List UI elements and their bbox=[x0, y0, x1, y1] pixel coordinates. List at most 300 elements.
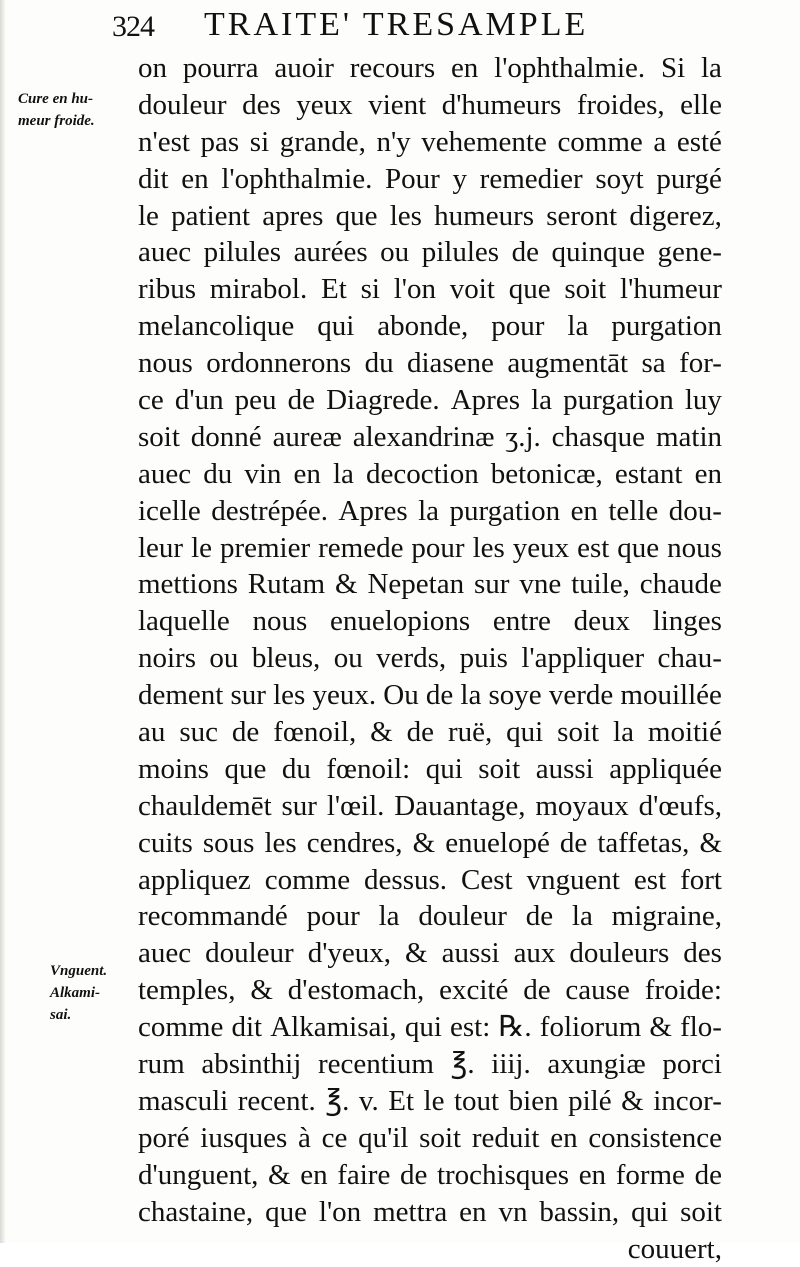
word: digerez, bbox=[629, 198, 722, 235]
word: pilules bbox=[204, 234, 281, 271]
word: soit bbox=[419, 1120, 461, 1157]
text-line bbox=[138, 345, 722, 382]
text-line bbox=[138, 382, 722, 419]
word: v. bbox=[359, 1083, 379, 1120]
text-line bbox=[138, 530, 722, 567]
word: de bbox=[407, 714, 434, 751]
word: augmentāt bbox=[507, 345, 628, 382]
word: noirs bbox=[138, 640, 196, 677]
word: aurées bbox=[294, 234, 368, 271]
word: vn bbox=[498, 1194, 527, 1231]
word: la bbox=[531, 382, 552, 419]
text-line bbox=[138, 308, 722, 345]
word: de bbox=[400, 1157, 427, 1194]
word: de bbox=[560, 825, 587, 862]
page-header bbox=[112, 6, 712, 46]
word: est bbox=[634, 862, 666, 899]
word: qu'il bbox=[358, 1120, 408, 1157]
word: leur bbox=[138, 530, 183, 567]
word: puis bbox=[460, 640, 508, 677]
word: diasene bbox=[407, 345, 494, 382]
word: vehemente bbox=[421, 124, 547, 161]
text-line bbox=[138, 161, 722, 198]
word: si bbox=[361, 271, 380, 308]
word: la bbox=[613, 714, 634, 751]
word: matin bbox=[656, 419, 722, 456]
word: Et bbox=[388, 1083, 414, 1120]
word: enuelopions bbox=[330, 603, 470, 640]
word: comme bbox=[557, 124, 642, 161]
text-line bbox=[138, 271, 722, 308]
word: gene- bbox=[658, 234, 722, 271]
word: du bbox=[203, 456, 232, 493]
word: que bbox=[509, 271, 551, 308]
text-line bbox=[138, 124, 722, 161]
word: ℥. bbox=[325, 1083, 349, 1120]
word: foliorum bbox=[540, 1009, 642, 1046]
word: melancolique bbox=[138, 308, 294, 345]
word: faire bbox=[337, 1157, 390, 1194]
word: migraine, bbox=[612, 898, 722, 935]
word: chastaine, bbox=[138, 1194, 253, 1231]
word: comme bbox=[265, 862, 350, 899]
word: Ou bbox=[383, 677, 418, 714]
word: moitié bbox=[648, 714, 722, 751]
word: de bbox=[695, 1157, 722, 1194]
word: flo- bbox=[680, 1009, 722, 1046]
word: Apres bbox=[451, 382, 520, 419]
word: soit bbox=[478, 751, 520, 788]
text-line bbox=[138, 456, 722, 493]
word: soit bbox=[557, 714, 599, 751]
word: apres bbox=[262, 198, 323, 235]
word: la bbox=[379, 898, 400, 935]
word: Cest bbox=[461, 862, 513, 899]
word: & bbox=[250, 972, 273, 1009]
word: recours bbox=[350, 50, 435, 87]
word: la bbox=[418, 493, 439, 530]
word: nous bbox=[253, 603, 308, 640]
word: remedier bbox=[480, 161, 583, 198]
word: pilé bbox=[568, 1083, 612, 1120]
word: l'appliquer bbox=[521, 640, 644, 677]
text-line bbox=[138, 972, 722, 1009]
word: l'ophthalmie. bbox=[494, 50, 645, 87]
word: yeux bbox=[296, 87, 352, 124]
word: d'humeurs bbox=[442, 87, 562, 124]
word: appliquée bbox=[609, 751, 722, 788]
word: en bbox=[550, 1120, 577, 1157]
word: douleur bbox=[205, 935, 294, 972]
word: est: bbox=[450, 1009, 490, 1046]
word: taffetas, bbox=[597, 825, 689, 862]
text-line bbox=[138, 234, 722, 271]
word: d'un bbox=[175, 382, 224, 419]
word: qui bbox=[405, 1009, 442, 1046]
word: destrépée. bbox=[211, 493, 328, 530]
text-line bbox=[138, 714, 722, 751]
marginal-note-line: Vnguent. bbox=[50, 960, 130, 982]
word: sa bbox=[642, 345, 666, 382]
word: poré bbox=[138, 1120, 190, 1157]
word: fœnoil: bbox=[326, 751, 410, 788]
text-line bbox=[138, 1194, 722, 1231]
word: donné bbox=[191, 419, 262, 456]
word: esté bbox=[677, 124, 722, 161]
word: & bbox=[370, 714, 393, 751]
word: de bbox=[523, 972, 550, 1009]
word: le bbox=[191, 530, 212, 567]
word: des bbox=[683, 935, 722, 972]
word: tout bbox=[454, 1083, 499, 1120]
word: mirabol. bbox=[210, 271, 307, 308]
word: suc bbox=[179, 714, 218, 751]
word: vne bbox=[519, 566, 561, 603]
word: en bbox=[181, 161, 208, 198]
word: la bbox=[333, 456, 354, 493]
word: reduit bbox=[472, 1120, 540, 1157]
word: auec bbox=[138, 234, 191, 271]
word: l'humeur bbox=[620, 271, 722, 308]
word: verde bbox=[549, 677, 613, 714]
text-line bbox=[138, 788, 722, 825]
word: n'y bbox=[376, 124, 410, 161]
page-number: 324 bbox=[112, 10, 154, 44]
word: froides, bbox=[577, 87, 665, 124]
word: seront bbox=[546, 198, 617, 235]
text-line bbox=[138, 87, 722, 124]
word: forme bbox=[616, 1157, 685, 1194]
word: la bbox=[701, 50, 722, 87]
word: & bbox=[413, 825, 436, 862]
word: soit bbox=[138, 419, 180, 456]
word: en bbox=[293, 456, 320, 493]
word: à bbox=[298, 1120, 311, 1157]
word: abonde, bbox=[377, 308, 468, 345]
word: for- bbox=[679, 345, 722, 382]
word: chau- bbox=[658, 640, 722, 677]
word: fœnoil, bbox=[273, 714, 356, 751]
word: moyaux bbox=[535, 788, 628, 825]
word: Nepetan bbox=[367, 566, 464, 603]
text-line bbox=[138, 566, 722, 603]
text-line bbox=[138, 677, 722, 714]
running-title: TRAITE' TRESAMPLE bbox=[204, 6, 588, 44]
word: incor- bbox=[653, 1083, 722, 1120]
word: purgé bbox=[656, 161, 722, 198]
word: enuelopé bbox=[445, 825, 550, 862]
word: recentium bbox=[318, 1046, 434, 1083]
word: recent. bbox=[238, 1083, 316, 1120]
word: de bbox=[288, 382, 315, 419]
word: grande, bbox=[280, 124, 366, 161]
word: humeurs bbox=[434, 198, 534, 235]
word: vient bbox=[368, 87, 426, 124]
word: du bbox=[282, 751, 311, 788]
word: bien bbox=[509, 1083, 559, 1120]
word: douleur bbox=[418, 898, 507, 935]
word: vnguent bbox=[527, 862, 620, 899]
word: axungiæ bbox=[547, 1046, 645, 1083]
word: voit bbox=[450, 271, 495, 308]
word: qui bbox=[506, 714, 543, 751]
word: patient bbox=[171, 198, 250, 235]
word: de bbox=[426, 677, 453, 714]
text-line bbox=[138, 640, 722, 677]
word: luy bbox=[685, 382, 722, 419]
word: sur bbox=[282, 788, 317, 825]
word: mettions bbox=[138, 566, 238, 603]
word: l'on bbox=[394, 271, 436, 308]
word: laquelle bbox=[138, 603, 230, 640]
word: que bbox=[224, 751, 266, 788]
word: & bbox=[405, 935, 428, 972]
word: mettra bbox=[373, 1194, 447, 1231]
word: dessus. bbox=[364, 862, 447, 899]
word: nous bbox=[667, 530, 722, 567]
word: douleurs bbox=[569, 935, 669, 972]
word: auec bbox=[138, 456, 191, 493]
word: consistence bbox=[588, 1120, 722, 1157]
word: Rutam bbox=[248, 566, 325, 603]
word: & bbox=[268, 1157, 291, 1194]
word: soye bbox=[489, 677, 542, 714]
text-line bbox=[138, 1120, 722, 1157]
word: nous bbox=[138, 345, 193, 382]
word: Dauantage, bbox=[394, 788, 525, 825]
text-line bbox=[138, 198, 722, 235]
marginal-note-line: Cure en hu- bbox=[18, 88, 130, 110]
word: est bbox=[577, 530, 609, 567]
word: du bbox=[365, 345, 394, 382]
word: Apres bbox=[338, 493, 407, 530]
page-edge-shadow bbox=[0, 0, 6, 1243]
word: premier bbox=[220, 530, 310, 567]
marginal-note-line: meur froide. bbox=[18, 110, 130, 132]
word: ce bbox=[322, 1120, 348, 1157]
word: comme bbox=[138, 1009, 223, 1046]
word: on bbox=[138, 50, 167, 87]
text-line: couuert, bbox=[138, 1231, 722, 1267]
word: cuits bbox=[138, 825, 193, 862]
word: de bbox=[526, 898, 553, 935]
word: de bbox=[512, 234, 539, 271]
word: cause bbox=[565, 972, 629, 1009]
word: les bbox=[264, 825, 296, 862]
word: froide: bbox=[645, 972, 722, 1009]
word: entre bbox=[493, 603, 551, 640]
word: aureæ bbox=[273, 419, 342, 456]
word: iiij. bbox=[491, 1046, 530, 1083]
word: purgation bbox=[563, 382, 674, 419]
marginal-note-cure bbox=[18, 88, 130, 132]
text-line bbox=[138, 935, 722, 972]
text-line bbox=[138, 751, 722, 788]
word: chaude bbox=[640, 566, 722, 603]
word: pas bbox=[201, 124, 240, 161]
word: au bbox=[138, 714, 165, 751]
word: trochisques bbox=[437, 1157, 569, 1194]
text-line bbox=[138, 825, 722, 862]
word: remede bbox=[318, 530, 403, 567]
word: Si bbox=[661, 50, 685, 87]
word: mouillée bbox=[620, 677, 721, 714]
word: ordonnerons bbox=[206, 345, 351, 382]
word: elle bbox=[680, 87, 722, 124]
word: d'œufs, bbox=[639, 788, 722, 825]
word: douleur bbox=[138, 87, 227, 124]
word: & bbox=[335, 566, 358, 603]
text-line bbox=[138, 493, 722, 530]
text-line bbox=[138, 862, 722, 899]
word: Et bbox=[321, 271, 347, 308]
word: dou- bbox=[669, 493, 722, 530]
marginal-note-line: Alkami- bbox=[50, 982, 130, 1004]
word: soit bbox=[680, 1194, 722, 1231]
word: qui bbox=[426, 751, 463, 788]
word: si bbox=[250, 124, 269, 161]
word: telle bbox=[608, 493, 658, 530]
word: en bbox=[571, 493, 598, 530]
word: deux bbox=[574, 603, 630, 640]
word: qui bbox=[631, 1194, 668, 1231]
word: n'est bbox=[138, 124, 190, 161]
word: moins bbox=[138, 751, 209, 788]
marginal-note-line: sai. bbox=[50, 1004, 130, 1026]
word: que bbox=[336, 198, 378, 235]
word: ʒ.j. bbox=[505, 419, 540, 456]
word: d'yeux, bbox=[308, 935, 391, 972]
word: tuile, bbox=[571, 566, 630, 603]
word: verds, bbox=[376, 640, 446, 677]
word: rum bbox=[138, 1046, 185, 1083]
word: pour bbox=[411, 530, 464, 567]
word: les bbox=[390, 198, 422, 235]
word: en bbox=[459, 1194, 486, 1231]
word: des bbox=[242, 87, 281, 124]
text-line bbox=[138, 898, 722, 935]
word: dit bbox=[138, 161, 169, 198]
word: cendres, bbox=[307, 825, 403, 862]
word: la bbox=[460, 677, 481, 714]
word: a bbox=[653, 124, 666, 161]
word: porci bbox=[662, 1046, 722, 1083]
word: vin bbox=[244, 456, 281, 493]
word: ce bbox=[138, 382, 164, 419]
word: appliquez bbox=[138, 862, 251, 899]
word: excité bbox=[439, 972, 508, 1009]
word: dit bbox=[231, 1009, 262, 1046]
text-line bbox=[138, 1157, 722, 1194]
word: que bbox=[265, 1194, 307, 1231]
word: qui bbox=[317, 308, 354, 345]
word: que bbox=[617, 530, 659, 567]
word: soit bbox=[564, 271, 606, 308]
word: & bbox=[699, 825, 722, 862]
word: ℥. bbox=[451, 1046, 475, 1083]
word: Alkamisai, bbox=[270, 1009, 396, 1046]
word: en bbox=[451, 50, 478, 87]
word: fort bbox=[680, 862, 722, 899]
word: yeux. bbox=[313, 677, 377, 714]
word: & bbox=[621, 1083, 644, 1120]
word: l'ophthalmie. bbox=[221, 161, 372, 198]
word: chasque bbox=[552, 419, 645, 456]
word: peu bbox=[235, 382, 277, 419]
word: sur bbox=[231, 677, 266, 714]
word: sous bbox=[203, 825, 255, 862]
word: Diagrede. bbox=[326, 382, 440, 419]
word: y bbox=[453, 161, 468, 198]
word: absinthij bbox=[201, 1046, 301, 1083]
word: en bbox=[695, 456, 722, 493]
word: temples, bbox=[138, 972, 235, 1009]
word: yeux bbox=[513, 530, 569, 567]
word: chauldemēt bbox=[138, 788, 272, 825]
word: ribus bbox=[138, 271, 196, 308]
word: pour bbox=[307, 898, 360, 935]
word: l'on bbox=[319, 1194, 361, 1231]
word: les bbox=[473, 530, 505, 567]
word: la bbox=[567, 308, 588, 345]
body-text bbox=[138, 50, 722, 1267]
word: auoir bbox=[274, 50, 334, 87]
text-line bbox=[138, 1083, 722, 1120]
word: iusques bbox=[200, 1120, 287, 1157]
word: ou bbox=[209, 640, 238, 677]
word: ou bbox=[380, 234, 409, 271]
word: ℞. bbox=[498, 1009, 531, 1046]
word: pour bbox=[491, 308, 544, 345]
word: ruë, bbox=[448, 714, 492, 751]
text-line bbox=[138, 50, 722, 87]
word: & bbox=[649, 1009, 672, 1046]
word: soyt bbox=[595, 161, 643, 198]
word: masculi bbox=[138, 1083, 228, 1120]
word: bassin, bbox=[539, 1194, 619, 1231]
word: le bbox=[424, 1083, 445, 1120]
word: pilules bbox=[422, 234, 499, 271]
word: recommandé bbox=[138, 898, 288, 935]
word: bleus, bbox=[252, 640, 320, 677]
word: estant bbox=[615, 456, 683, 493]
word: alexandrinæ bbox=[353, 419, 495, 456]
word: linges bbox=[653, 603, 722, 640]
text-line bbox=[138, 1046, 722, 1083]
word: auec bbox=[138, 935, 191, 972]
word: le bbox=[138, 198, 159, 235]
word: ou bbox=[334, 640, 363, 677]
word: en bbox=[579, 1157, 606, 1194]
word: betonicæ, bbox=[491, 456, 603, 493]
word: d'unguent, bbox=[138, 1157, 258, 1194]
word: de bbox=[232, 714, 259, 751]
word: pourra bbox=[183, 50, 259, 87]
word: purgation bbox=[450, 493, 561, 530]
word: aux bbox=[514, 935, 556, 972]
word: en bbox=[300, 1157, 327, 1194]
word: quinque bbox=[552, 234, 645, 271]
text-line bbox=[138, 419, 722, 456]
word: l'œil. bbox=[327, 788, 385, 825]
word: aussi bbox=[536, 751, 594, 788]
word: d'estomach, bbox=[288, 972, 425, 1009]
word: la bbox=[572, 898, 593, 935]
text-line bbox=[138, 603, 722, 640]
word: dement bbox=[138, 677, 223, 714]
marginal-note-vnguent bbox=[50, 960, 130, 1026]
text-line bbox=[138, 1009, 722, 1046]
